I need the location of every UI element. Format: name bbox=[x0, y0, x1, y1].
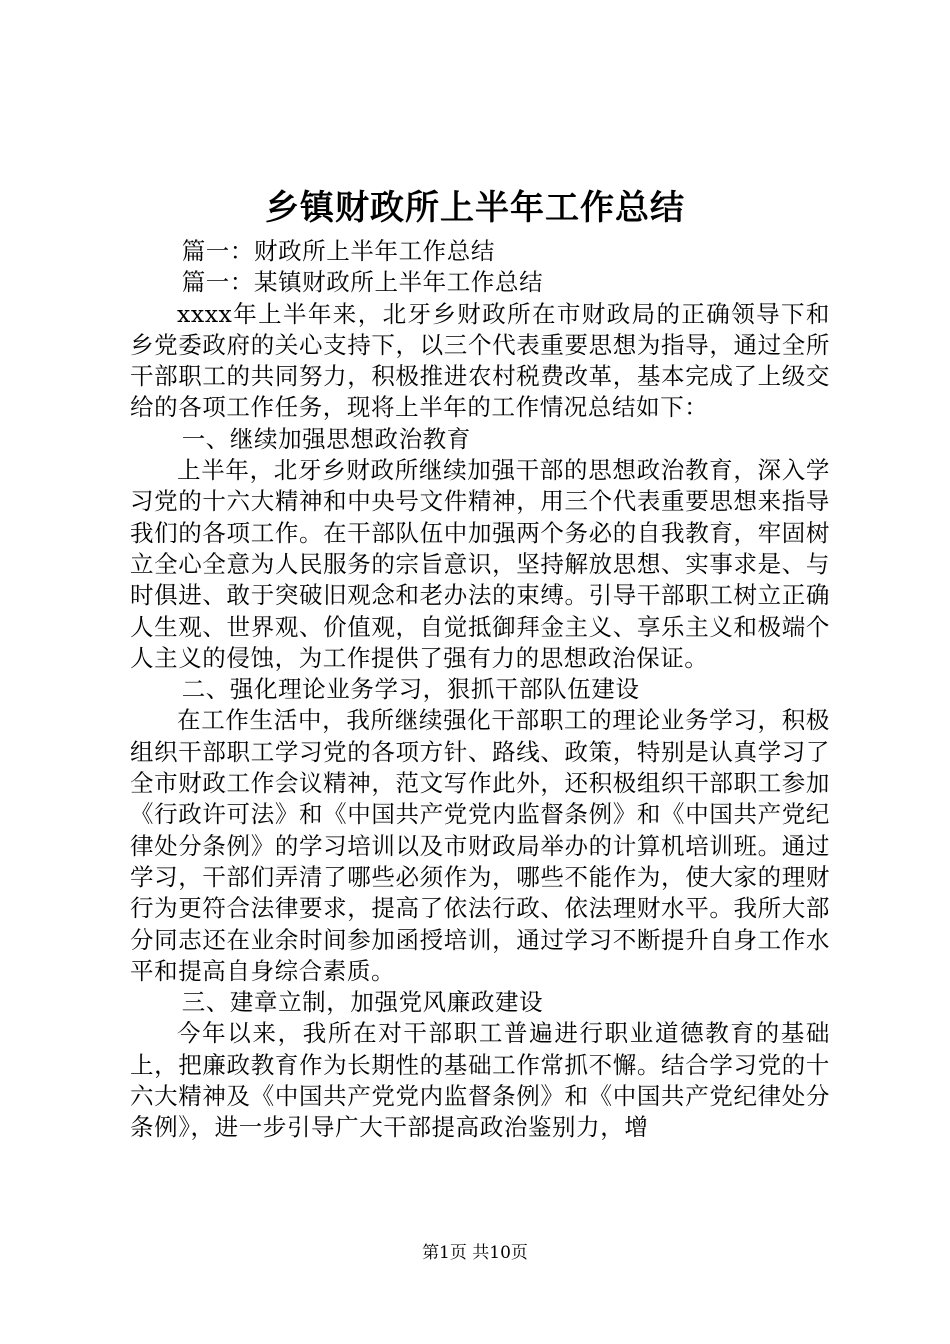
body-paragraph: xxxx年上半年来，北牙乡财政所在市财政局的正确领导下和乡党委政府的关心支持下，以三个代表重要思想为指导，通过全所干部职工的共同努力，积极推进农村税费改革，基本完成了上级交给的各项工作任务，现将上半年的工作情况总结如下： bbox=[130, 299, 830, 422]
section-heading: 三、建章立制，加强党风廉政建设 bbox=[181, 988, 544, 1017]
section-heading: 一、继续加强思想政治教育 bbox=[181, 424, 471, 453]
body-paragraph: 上半年，北牙乡财政所继续加强干部的思想政治教育，深入学习党的十六大精神和中央号文件精神，用三个代表重要思想来指导我们的各项工作。在干部队伍中加强两个务必的自我教育，牢固树立全心全意为人民服务的宗旨意识，坚持解放思想、实事求是、与时俱进、敢于突破旧观念和老办法的束缚。引导干部职工树立正确人生观、世界观、价值观，自觉抵御拜金主义、享乐主义和极端个人主义的侵蚀，为工作提供了强有力的思想政治保证。 bbox=[130, 456, 830, 672]
body-paragraph: 今年以来，我所在对干部职工普遍进行职业道德教育的基础上，把廉政教育作为长期性的基础工作常抓不懈。结合学习党的十六大精神及《中国共产党党内监督条例》和《中国共产党纪律处分条例》，进一步引导广大干部提高政治鉴别力，增 bbox=[130, 1019, 830, 1142]
document-body bbox=[130, 236, 830, 1144]
section-heading: 篇一：财政所上半年工作总结 bbox=[181, 237, 495, 265]
page-footer: 第1页 共10页 bbox=[422, 1243, 528, 1263]
document-title: 乡镇财政所上半年工作总结 bbox=[265, 188, 685, 228]
section-heading: 篇一：某镇财政所上半年工作总结 bbox=[181, 268, 544, 297]
body-paragraph: 在工作生活中，我所继续强化干部职工的理论业务学习，积极组织干部职工学习党的各项方针、路线、政策，特别是认真学习了全市财政工作会议精神，范文写作此外，还积极组织干部职工参加《行政许可法》和《中国共产党党内监督条例》和《中国共产党纪律处分条例》的学习培训以及市财政局举办的计算机培训班。通过学习，干部们弄清了哪些必须作为，哪些不能作为，使大家的理财行为更符合法律要求，提高了依法行政、依法理财水平。我所大部分同志还在业余时间参加函授培训，通过学习不断提升自身工作水平和提高自身综合素质。 bbox=[130, 706, 830, 985]
section-heading: 二、强化理论业务学习，狠抓干部队伍建设 bbox=[181, 675, 640, 704]
